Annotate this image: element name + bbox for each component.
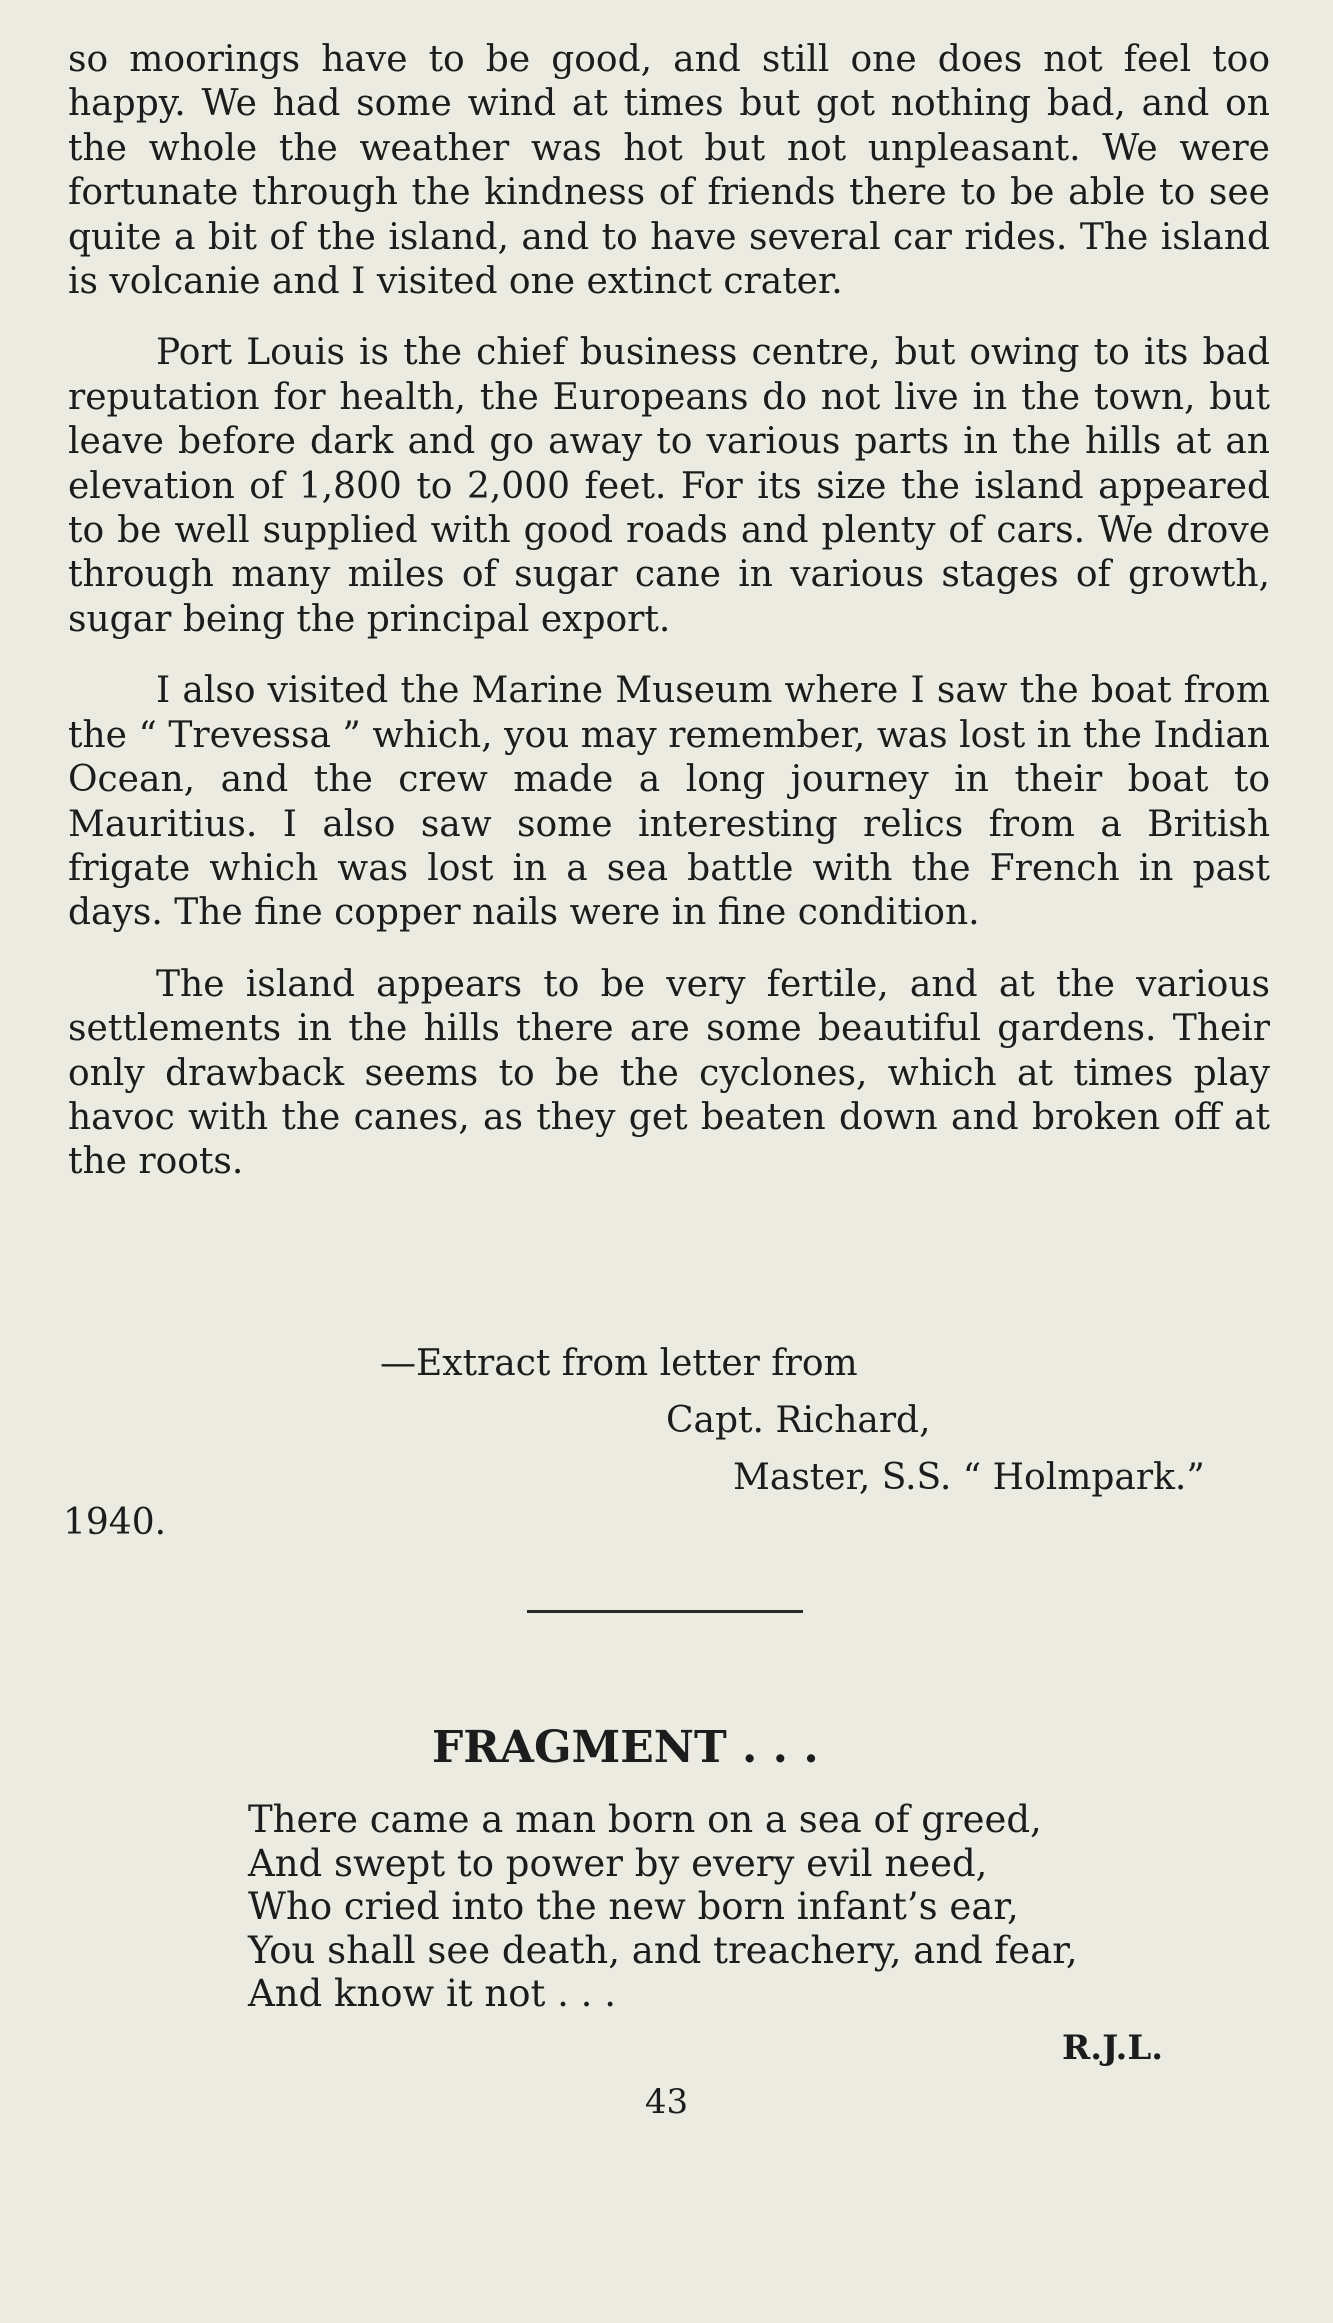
- letter-paragraph-2: Port Louis is the chief business centre, but owing to its bad reputation for health, the Europeans do not live in the town, but leave before dark and go away to various parts in the hills at an elevation of 1,800 to 2,000 feet. For its size the island appeared to be well supplied with good roads and plenty of cars. We drove through many miles of sugar cane in various stages of growth, sugar being the principal export.: [68, 332, 1270, 640]
- letter-paragraph-4: The island appears to be very fertile, and at the various settlements in the hills there are some beautiful gardens. Their only drawback seems to be the cyclones, which at times play havoc with the canes, as they get beaten down and broken off at the roots.: [68, 963, 1270, 1183]
- page-number: 43: [644, 2082, 689, 2122]
- letter-author-title: Master, S.S. “ Holmpark.”: [733, 1457, 1205, 1498]
- letter-author-name: Capt. Richard,: [666, 1400, 931, 1441]
- poem-body: [248, 1798, 1248, 2016]
- letter-paragraph-3: I also visited the Marine Museum where I saw the boat from the “ Trevessa ” which, you may remember, was lost in the Indian Ocean, and the crew made a long journey in their boat to Mauritius. I also saw some interesting relics from a British frigate which was lost in a sea battle with the French in past days. The fine copper nails were in fine condition.: [68, 670, 1270, 934]
- poem-line: Who cried into the new born infant’s ear,: [248, 1885, 1019, 1928]
- section-divider: [527, 1610, 803, 1613]
- letter-body: [68, 38, 1270, 1212]
- poem-line: And swept to power by every evil need,: [248, 1841, 988, 1885]
- poem-line: And know it not . . .: [248, 1972, 616, 2015]
- letter-source-line: —Extract from letter from: [380, 1343, 858, 1384]
- poem-line: There came a man born on a sea of greed,: [248, 1798, 1042, 1841]
- letter-year: 1940.: [63, 1502, 167, 1543]
- poem-title: FRAGMENT . . .: [432, 1722, 819, 1773]
- poem-line: You shall see death, and treachery, and fear,: [248, 1928, 1078, 1972]
- letter-paragraph-1: so moorings have to be good, and still one does not feel too happy. We had some wind at times but got nothing bad, and on the whole the weather was hot but not unpleasant. We were fortunate through the kindness of friends there to be able to see quite a bit of the island, and to have several car rides. The island is volcanie and I visited one extinct crater.: [68, 39, 1270, 303]
- poem-author-initials: R.J.L.: [1062, 2028, 1164, 2068]
